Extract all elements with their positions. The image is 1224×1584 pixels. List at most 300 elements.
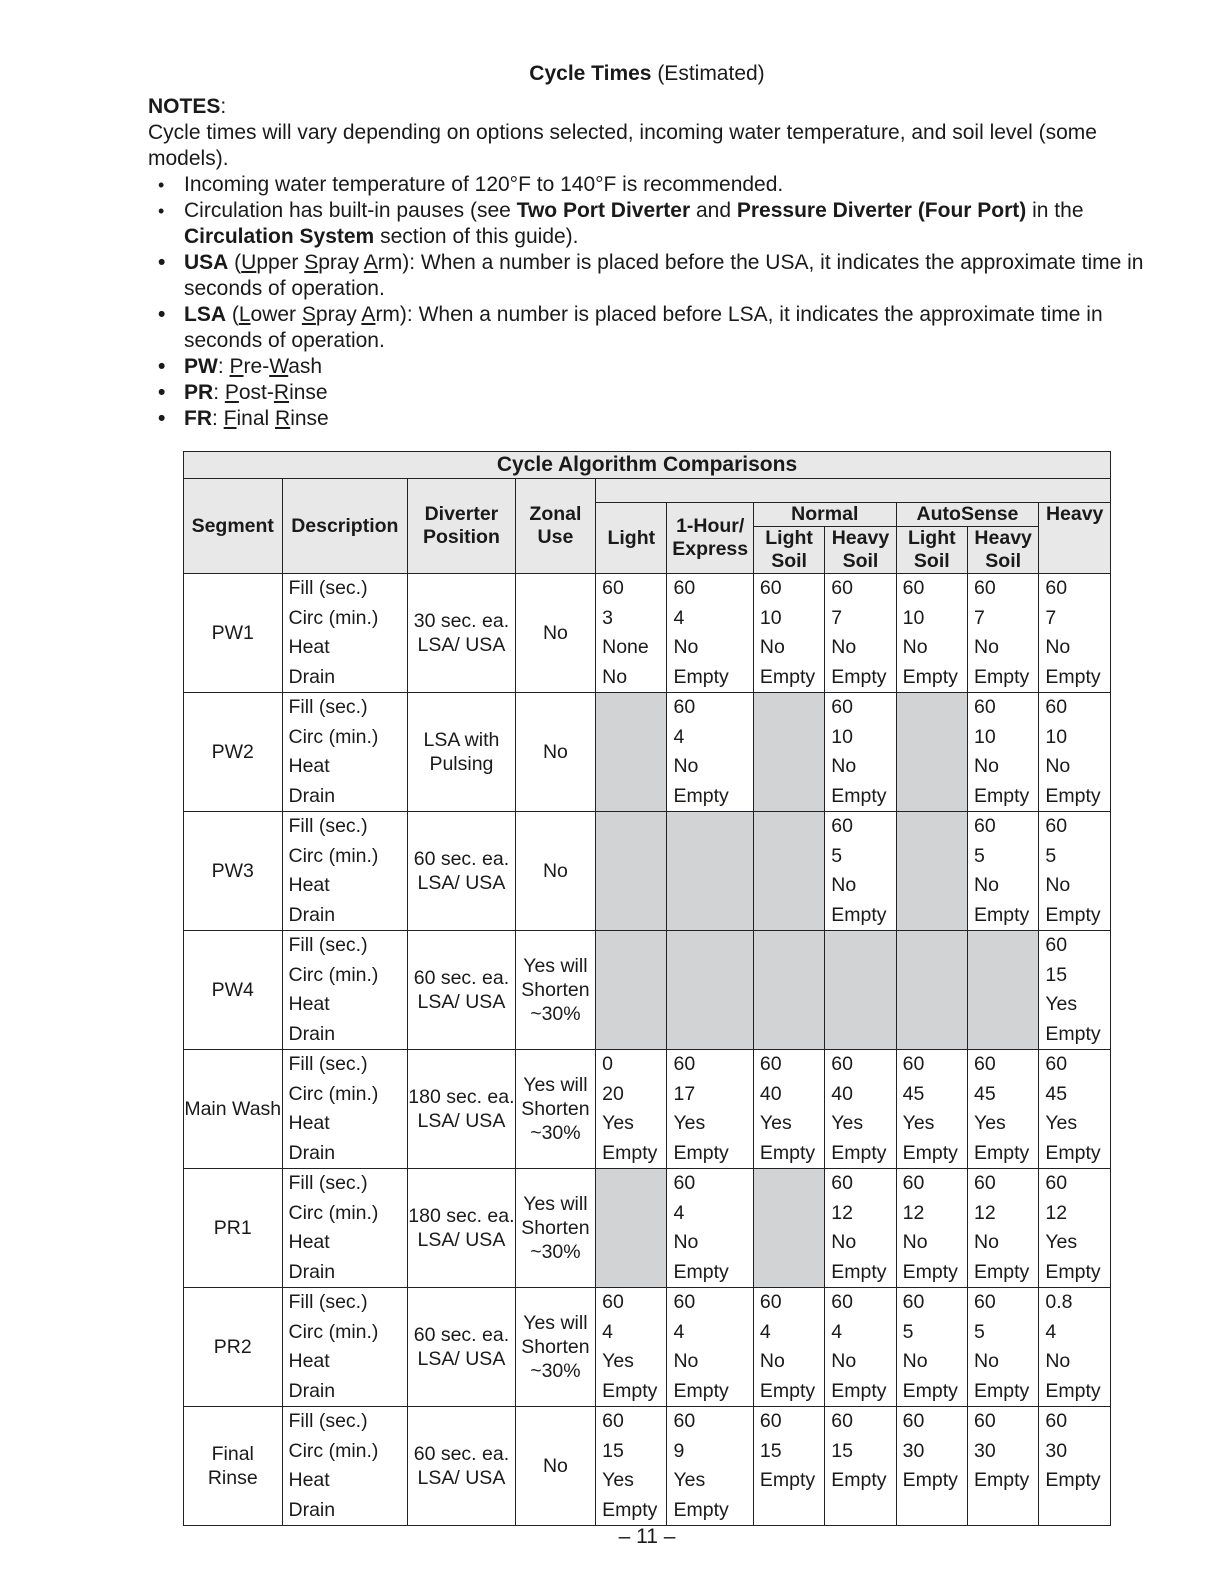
value-line: 10 [1045, 725, 1068, 748]
value-line [754, 1496, 824, 1526]
header-heavy: Heavy [1039, 503, 1111, 574]
value-line: Yes [1045, 1112, 1078, 1134]
diverter-position-cell: 30 sec. ea. LSA/ USA [408, 574, 516, 693]
header-zonal-use: Zonal Use [515, 479, 595, 574]
header-description: Description [282, 479, 408, 574]
value-line: 60 [973, 1410, 996, 1432]
value-line: No [759, 636, 785, 658]
value-line: Empty [973, 665, 1030, 688]
value-line: Yes [759, 1112, 792, 1134]
segment-cell: PW4 [184, 931, 283, 1050]
value-cell [896, 1169, 967, 1288]
value-line: Yes [602, 1469, 634, 1491]
value-cell [825, 574, 896, 693]
description-line: Circ (min.) [288, 725, 379, 748]
description-line: Fill (sec.) [288, 1172, 368, 1194]
value-line: 5 [973, 844, 985, 867]
value-line: No [673, 755, 699, 777]
value-line: 10 [973, 725, 996, 748]
value-line: 60 [831, 1172, 853, 1194]
value-line [968, 1496, 1038, 1526]
value-cell [967, 1288, 1038, 1407]
value-line: 12 [973, 1201, 996, 1224]
diverter-position-cell: 60 sec. ea. LSA/ USA [408, 931, 516, 1050]
not-applicable-cell [753, 931, 824, 1050]
value-line: 60 [831, 577, 853, 599]
value-line: 0 [602, 1053, 613, 1075]
value-line: 60 [973, 696, 996, 718]
description-line: Drain [288, 1498, 336, 1521]
value-cell [753, 1288, 824, 1407]
value-line: Empty [831, 1379, 887, 1402]
value-line: Empty [673, 665, 729, 688]
segment-cell: PR1 [184, 1169, 283, 1288]
zonal-use-cell: Yes will Shorten ~30% [515, 931, 595, 1050]
description-line: Drain [288, 1141, 336, 1164]
description-line: Heat [288, 1231, 330, 1253]
header-express: 1-Hour/ Express [667, 503, 753, 574]
value-line: 60 [973, 815, 996, 837]
value-line: 12 [1045, 1201, 1068, 1224]
description-cell [282, 693, 408, 812]
description-line: Fill (sec.) [288, 696, 368, 718]
table-row [184, 1407, 1111, 1526]
value-line: 20 [602, 1082, 624, 1105]
value-cell [967, 1169, 1038, 1288]
value-cell [825, 693, 896, 812]
value-line: 30 [1045, 1439, 1068, 1462]
zonal-use-cell: Yes will Shorten ~30% [515, 1169, 595, 1288]
value-line: 5 [973, 1320, 985, 1343]
value-line: Empty [973, 1469, 1030, 1491]
segment-cell: Main Wash [184, 1050, 283, 1169]
value-cell [825, 1407, 896, 1526]
value-line: Empty [602, 1498, 658, 1521]
value-cell [967, 1407, 1038, 1526]
notes-intro: Cycle times will vary depending on options selected, incoming water temperature, and soil level (some models). [148, 121, 1097, 170]
header-autosense-heavy-soil: Heavy Soil [967, 527, 1038, 574]
value-line: Yes [1045, 1231, 1078, 1253]
value-line: Empty [902, 1469, 958, 1491]
not-applicable-cell [896, 812, 967, 931]
value-cell [667, 693, 753, 812]
value-line: Empty [831, 784, 887, 807]
diverter-position-cell: 180 sec. ea. LSA/ USA [408, 1050, 516, 1169]
value-line: 17 [673, 1082, 696, 1105]
value-line: 4 [673, 725, 685, 748]
segment-cell: PW1 [184, 574, 283, 693]
value-line: 5 [831, 844, 843, 867]
zonal-use-cell: No [515, 812, 595, 931]
value-cell [896, 1407, 967, 1526]
value-line: 60 [973, 1291, 996, 1313]
value-line: Empty [902, 1141, 958, 1164]
diverter-position-cell: 60 sec. ea. LSA/ USA [408, 1407, 516, 1526]
value-cell [596, 1407, 667, 1526]
value-cell [825, 1169, 896, 1288]
diverter-position-cell: 60 sec. ea. LSA/ USA [408, 812, 516, 931]
value-line: Empty [902, 1260, 958, 1283]
value-cell [596, 1288, 667, 1407]
description-cell [282, 1288, 408, 1407]
value-line: No [973, 874, 999, 896]
value-cell [1039, 1288, 1111, 1407]
value-line: 10 [902, 606, 925, 629]
value-line: Yes [602, 1112, 634, 1134]
description-line: Circ (min.) [288, 844, 379, 867]
description-line: Fill (sec.) [288, 577, 368, 599]
value-line: Empty [1045, 903, 1101, 926]
value-line: 45 [902, 1082, 925, 1105]
value-line: 60 [973, 577, 996, 599]
value-cell [667, 1050, 753, 1169]
description-line: Heat [288, 1112, 330, 1134]
description-line: Heat [288, 1350, 330, 1372]
description-cell [282, 812, 408, 931]
table-row [184, 1169, 1111, 1288]
value-cell [896, 1288, 967, 1407]
value-line: 60 [973, 1172, 996, 1194]
value-line: 15 [602, 1439, 624, 1462]
value-line: Empty [759, 1469, 816, 1491]
not-applicable-cell [753, 812, 824, 931]
page-number: – 11 – [618, 1525, 676, 1548]
value-line: None [602, 636, 649, 658]
note-water-temperature: • Incoming water temperature of 120°F to 140°F is recommended. [148, 172, 1148, 198]
value-line: Yes [902, 1112, 935, 1134]
value-line: No [1045, 1350, 1071, 1372]
value-line: 10 [759, 606, 782, 629]
value-cell [825, 1288, 896, 1407]
value-line: 60 [673, 1410, 696, 1432]
description-line: Circ (min.) [288, 606, 379, 629]
zonal-use-cell: No [515, 574, 595, 693]
header-light: Light [596, 503, 667, 574]
table-row [184, 812, 1111, 931]
value-line: No [831, 636, 857, 658]
value-line: Empty [1045, 784, 1101, 807]
value-line: Empty [759, 665, 816, 688]
value-line: Yes [602, 1350, 634, 1372]
value-line: Yes [831, 1112, 864, 1134]
value-line: Yes [973, 1112, 1006, 1134]
description-line: Drain [288, 665, 336, 688]
value-line: Empty [973, 1260, 1030, 1283]
value-line: 60 [831, 1410, 853, 1432]
value-line: 7 [1045, 606, 1057, 629]
value-line: 60 [973, 1053, 996, 1075]
value-line: 60 [759, 1053, 782, 1075]
diverter-position-cell: LSA with Pulsing [408, 693, 516, 812]
value-cell [825, 812, 896, 931]
value-line: 15 [759, 1439, 782, 1462]
value-line: No [673, 1350, 699, 1372]
value-line [825, 1496, 895, 1526]
note-usa: • USA (Upper Spray Arm): When a number is placed before the USA, it indicates the approximate time in seconds of operation. [148, 250, 1148, 302]
description-line: Fill (sec.) [288, 1053, 368, 1075]
value-line: 12 [831, 1201, 853, 1224]
value-line: Empty [973, 1379, 1030, 1402]
value-line: 60 [673, 1053, 696, 1075]
value-line: 10 [831, 725, 853, 748]
value-line: 60 [1045, 815, 1068, 837]
value-line: 60 [831, 696, 853, 718]
value-line: 60 [673, 696, 696, 718]
not-applicable-cell [596, 812, 667, 931]
value-line: Empty [673, 1260, 729, 1283]
value-cell [1039, 693, 1111, 812]
zonal-use-cell: Yes will Shorten ~30% [515, 1288, 595, 1407]
value-line: 4 [759, 1320, 771, 1343]
description-line: Drain [288, 1022, 336, 1045]
description-cell [282, 1050, 408, 1169]
segment-cell: PR2 [184, 1288, 283, 1407]
value-line: Empty [831, 1260, 887, 1283]
value-cell [967, 1050, 1038, 1169]
value-line: Empty [602, 1379, 658, 1402]
notes-heading: NOTES [148, 95, 221, 118]
description-line: Circ (min.) [288, 963, 379, 986]
description-cell [282, 1407, 408, 1526]
value-cell [1039, 1169, 1111, 1288]
value-line: 60 [902, 1053, 925, 1075]
not-applicable-cell [596, 931, 667, 1050]
value-line: 0.8 [1045, 1291, 1073, 1313]
zonal-use-cell: No [515, 693, 595, 812]
value-line: 4 [673, 1320, 685, 1343]
table-caption: Cycle Algorithm Comparisons [184, 452, 1111, 479]
value-line: 9 [673, 1439, 685, 1462]
note-lsa: • LSA (Lower Spray Arm): When a number is placed before LSA, it indicates the approximate time in seconds of operation. [148, 302, 1148, 354]
value-line: Empty [759, 1141, 816, 1164]
value-cell [596, 1050, 667, 1169]
not-applicable-cell [667, 812, 753, 931]
value-line: 60 [759, 1410, 782, 1432]
not-applicable-cell [596, 1169, 667, 1288]
value-line: Empty [1045, 1022, 1101, 1045]
value-line: No [1045, 874, 1071, 896]
header-diverter-position: Diverter Position [408, 479, 516, 574]
value-line: 60 [831, 1291, 853, 1313]
table-row [184, 931, 1111, 1050]
value-line: 60 [1045, 577, 1068, 599]
description-line: Circ (min.) [288, 1082, 379, 1105]
description-line: Drain [288, 1379, 336, 1402]
not-applicable-cell [753, 1169, 824, 1288]
value-line: Empty [673, 784, 729, 807]
value-line: 4 [673, 1201, 685, 1224]
value-line: 60 [673, 1172, 696, 1194]
value-line: Empty [831, 1141, 887, 1164]
note-pw: • PW: Pre-Wash [148, 354, 1148, 380]
value-cell [896, 574, 967, 693]
value-line: 5 [902, 1320, 914, 1343]
table-row [184, 1050, 1111, 1169]
value-line: 3 [602, 606, 613, 629]
description-line: Heat [288, 874, 330, 896]
value-line: 30 [902, 1439, 925, 1462]
value-line: No [973, 1350, 999, 1372]
description-line: Circ (min.) [288, 1201, 379, 1224]
value-line: 4 [673, 606, 685, 629]
value-line: No [973, 755, 999, 777]
not-applicable-cell [753, 693, 824, 812]
description-line: Drain [288, 903, 336, 926]
value-line: No [831, 1350, 857, 1372]
value-cell [596, 574, 667, 693]
value-line: 7 [831, 606, 843, 629]
value-cell [667, 1169, 753, 1288]
value-line: 60 [673, 577, 696, 599]
note-fr: • FR: Final Rinse [148, 406, 1148, 432]
value-line: 60 [902, 577, 925, 599]
value-line: No [902, 1350, 928, 1372]
value-line: 60 [831, 1053, 853, 1075]
notes-list [148, 172, 1148, 432]
value-line: 60 [1045, 1410, 1068, 1432]
value-line: 15 [1045, 963, 1068, 986]
value-line: Yes [1045, 993, 1078, 1015]
value-line: 5 [1045, 844, 1057, 867]
description-line: Fill (sec.) [288, 934, 368, 956]
value-line: 12 [902, 1201, 925, 1224]
value-line: 40 [831, 1082, 853, 1105]
value-line: 60 [902, 1172, 925, 1194]
value-line: 60 [1045, 1172, 1068, 1194]
value-line: 60 [759, 1291, 782, 1313]
not-applicable-cell [967, 931, 1038, 1050]
page-title: Cycle Times (Estimated) [529, 62, 765, 85]
value-cell [667, 1407, 753, 1526]
zonal-use-cell: No [515, 1407, 595, 1526]
header-normal-light-soil: Light Soil [753, 527, 824, 574]
value-line [897, 1496, 967, 1526]
value-line: Empty [973, 1141, 1030, 1164]
value-line: Empty [1045, 1260, 1101, 1283]
value-cell [1039, 812, 1111, 931]
notes-section: NOTES: Cycle times will vary depending on options selected, incoming water temperature, and soil level (some models). • Incoming water temperature of 120°F to 140°F is recommended. • Circulation has built-in pauses (see Two Port Diverter and Pressure Diverter (Four Port) in the Circulation System section of this guide). • USA (Upper Spray Arm): When a number is placed before the USA, it indicates the approximate time in seconds of operation. • LSA (Lower Spray Arm): When a number is placed before LSA, it indicates the approximate time in seconds of operation. • PW: Pre-Wash • PR: Post-Rinse • FR: Final Rinse [148, 94, 1148, 432]
value-line [1039, 1496, 1110, 1526]
not-applicable-cell [596, 693, 667, 812]
header-blank-band [596, 479, 1111, 503]
description-line: Heat [288, 1469, 330, 1491]
not-applicable-cell [667, 931, 753, 1050]
note-pr: • PR: Post-Rinse [148, 380, 1148, 406]
header-segment: Segment [184, 479, 283, 574]
description-line: Fill (sec.) [288, 815, 368, 837]
value-line: Empty [973, 903, 1030, 926]
value-cell [753, 574, 824, 693]
not-applicable-cell [825, 931, 896, 1050]
value-line: 4 [831, 1320, 843, 1343]
value-cell [1039, 1050, 1111, 1169]
value-line: 60 [602, 577, 624, 599]
value-line: 45 [973, 1082, 996, 1105]
description-line: Drain [288, 784, 336, 807]
value-cell [667, 574, 753, 693]
value-line: 60 [759, 577, 782, 599]
header-normal: Normal [753, 503, 896, 527]
description-line: Circ (min.) [288, 1320, 379, 1343]
value-line: Empty [759, 1379, 816, 1402]
value-cell [896, 1050, 967, 1169]
description-line: Heat [288, 993, 330, 1015]
value-line: 60 [602, 1291, 624, 1313]
segment-cell: PW3 [184, 812, 283, 931]
value-line: Empty [1045, 665, 1101, 688]
value-cell [1039, 1407, 1111, 1526]
value-cell [667, 1288, 753, 1407]
value-line: Empty [831, 1469, 887, 1491]
description-cell [282, 1169, 408, 1288]
value-line: No [902, 1231, 928, 1253]
value-line: No [1045, 636, 1071, 658]
not-applicable-cell [896, 693, 967, 812]
value-line: 7 [973, 606, 985, 629]
value-line: No [831, 755, 857, 777]
value-line: 4 [602, 1320, 613, 1343]
value-line: 30 [973, 1439, 996, 1462]
value-line: 15 [831, 1439, 853, 1462]
value-line: No [902, 636, 928, 658]
table-body [184, 574, 1111, 1526]
value-line: No [673, 636, 699, 658]
value-line: No [759, 1350, 785, 1372]
value-line: Empty [673, 1141, 729, 1164]
value-line: 60 [602, 1410, 624, 1432]
value-line: No [973, 1231, 999, 1253]
description-cell [282, 931, 408, 1050]
value-line: Yes [673, 1469, 706, 1491]
value-line: Empty [673, 1498, 729, 1521]
header-autosense-light-soil: Light Soil [896, 527, 967, 574]
value-line: Empty [1045, 1141, 1101, 1164]
value-line: 60 [831, 815, 853, 837]
value-cell [753, 1407, 824, 1526]
value-line: No [673, 1231, 699, 1253]
value-line: Empty [902, 665, 958, 688]
description-line: Heat [288, 755, 330, 777]
value-line: 60 [1045, 1053, 1068, 1075]
value-cell [967, 574, 1038, 693]
value-line: 4 [1045, 1320, 1057, 1343]
value-line: Empty [831, 665, 887, 688]
value-cell [753, 1050, 824, 1169]
value-line: No [831, 874, 857, 896]
description-line: Drain [288, 1260, 336, 1283]
value-line: Empty [973, 784, 1030, 807]
value-line: Empty [1045, 1469, 1101, 1491]
value-cell [1039, 931, 1111, 1050]
table-row [184, 574, 1111, 693]
diverter-position-cell: 180 sec. ea. LSA/ USA [408, 1169, 516, 1288]
header-normal-heavy-soil: Heavy Soil [825, 527, 896, 574]
table-row [184, 1288, 1111, 1407]
value-line: 40 [759, 1082, 782, 1105]
value-cell [967, 693, 1038, 812]
not-applicable-cell [896, 931, 967, 1050]
description-line: Circ (min.) [288, 1439, 379, 1462]
value-line: 60 [902, 1291, 925, 1313]
value-line: 45 [1045, 1082, 1068, 1105]
value-line: Empty [673, 1379, 729, 1402]
value-line: No [973, 636, 999, 658]
value-line: No [602, 665, 628, 688]
value-line: No [831, 1231, 857, 1253]
value-cell [967, 812, 1038, 931]
value-cell [825, 1050, 896, 1169]
value-line: Empty [831, 903, 887, 926]
